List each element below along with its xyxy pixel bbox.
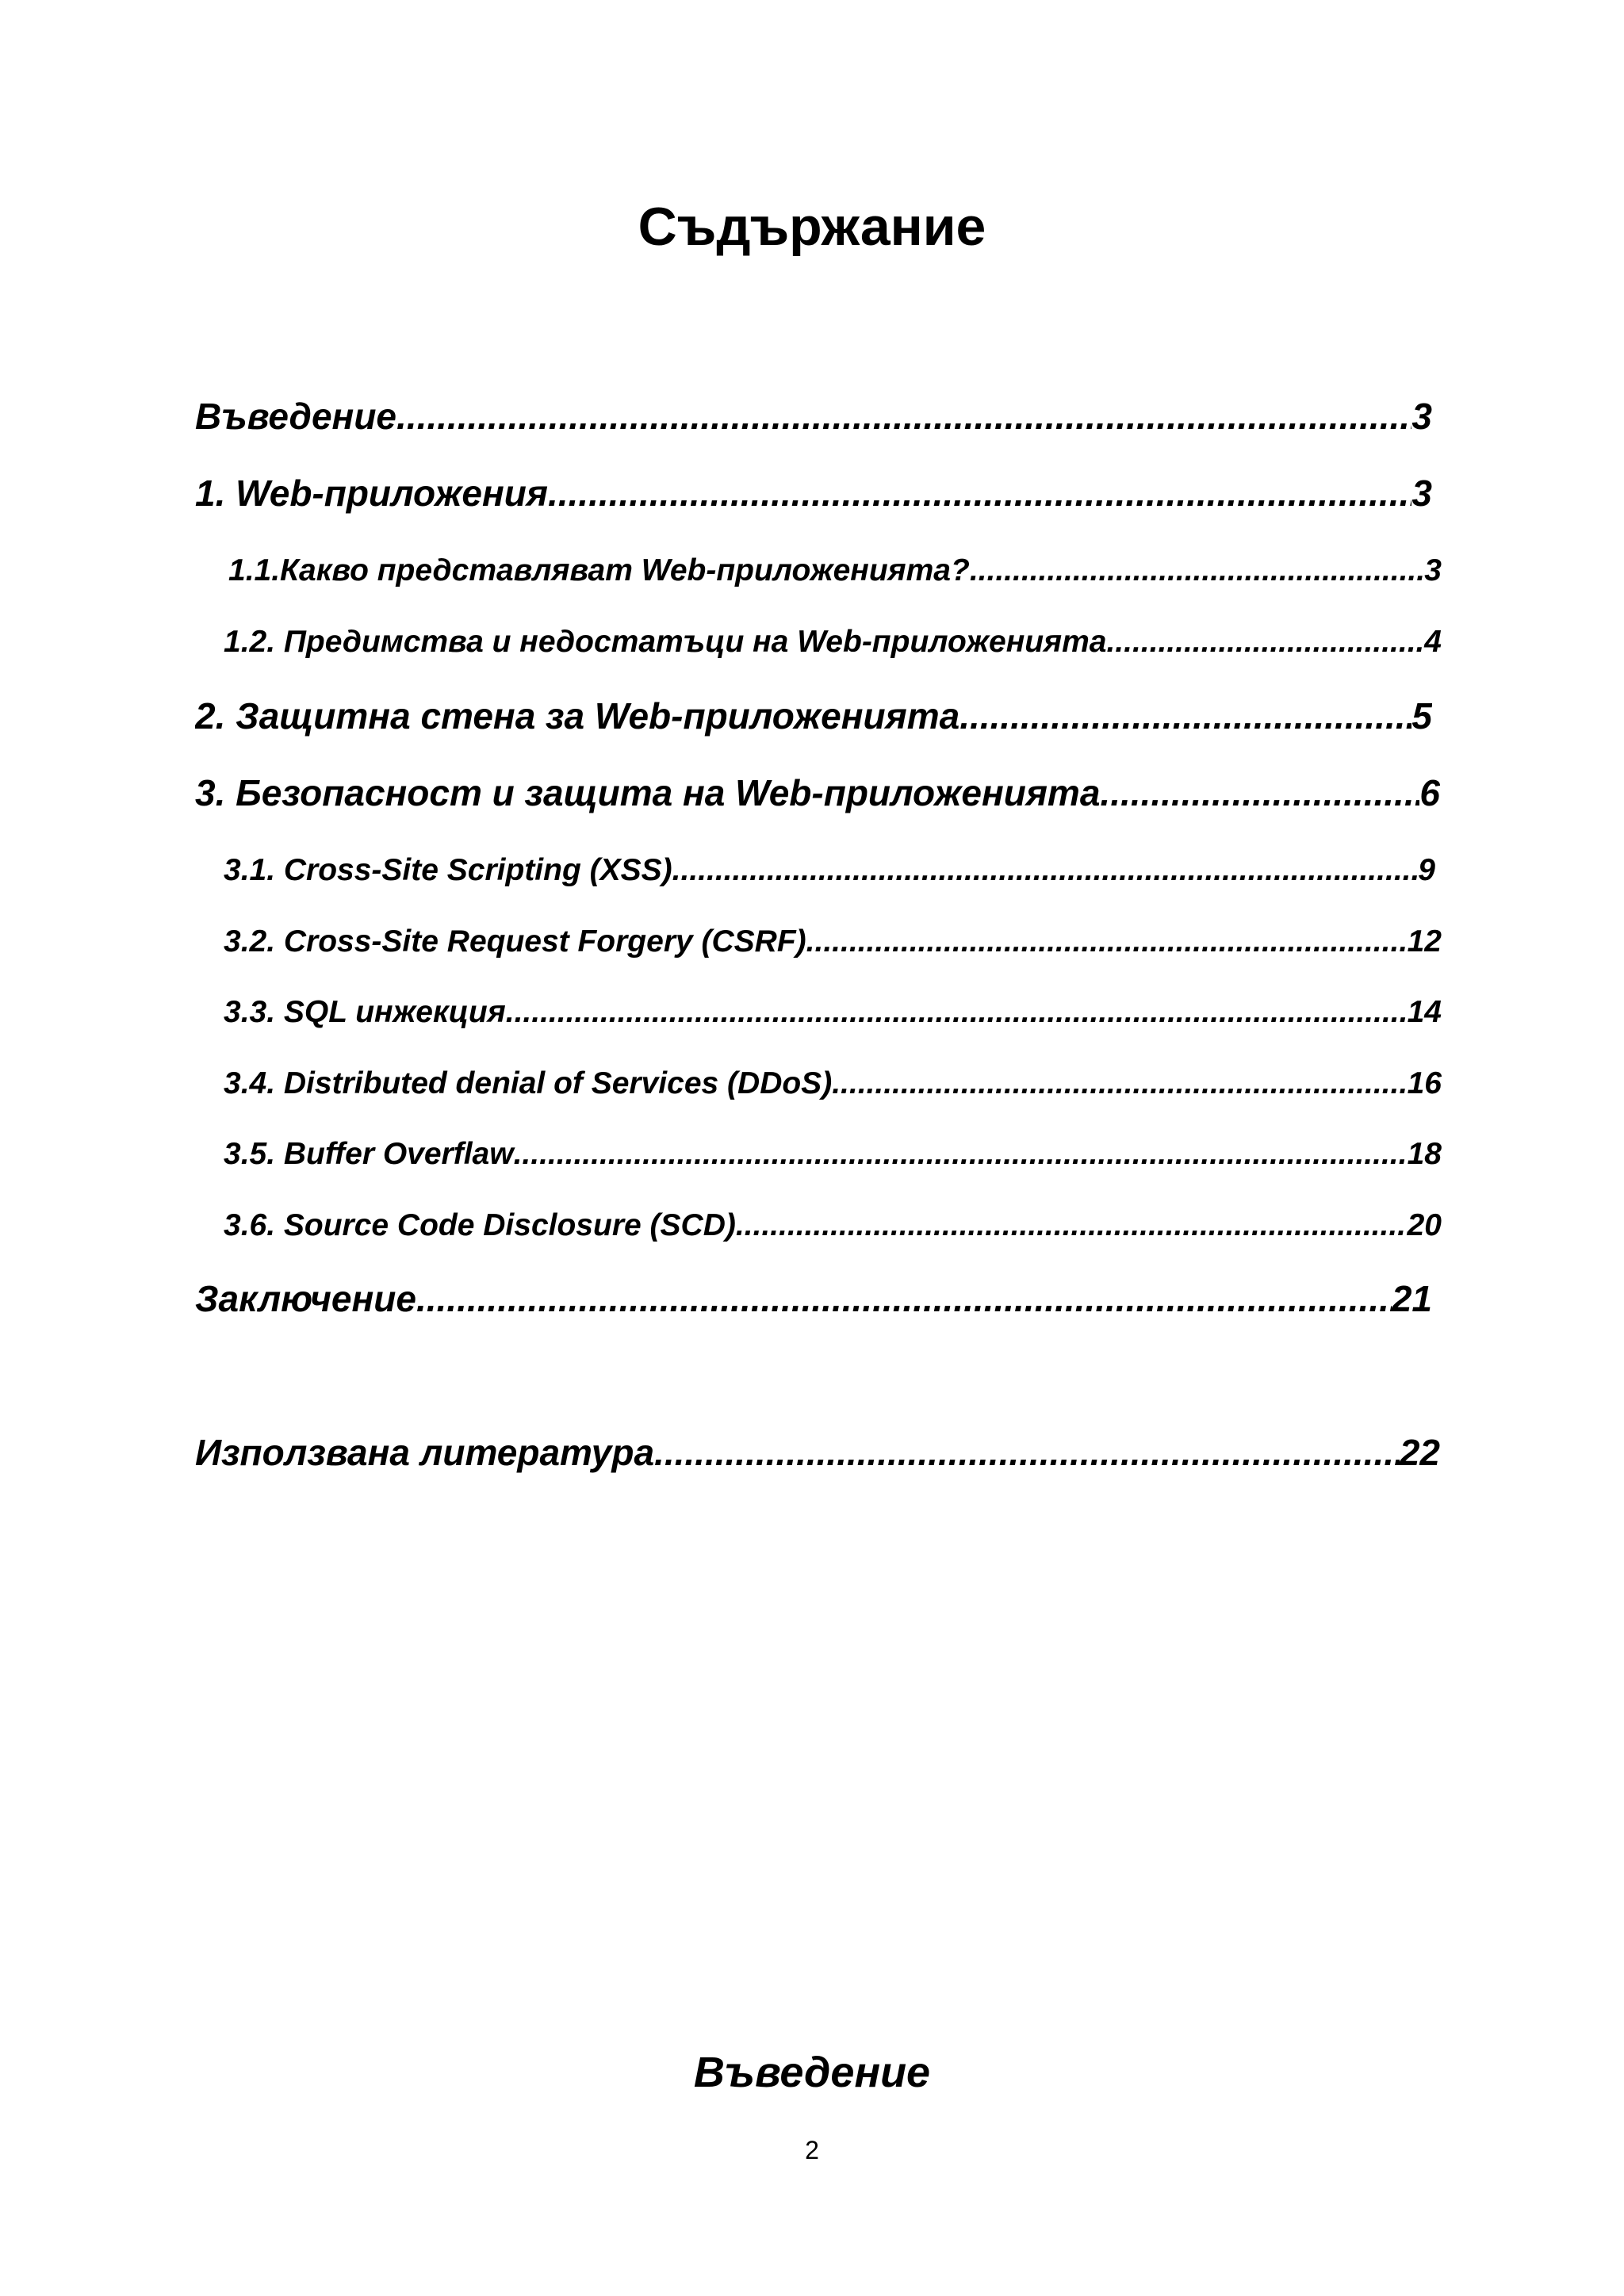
toc-leader-dots	[654, 1429, 1400, 1476]
toc-page-number: 14	[1407, 995, 1442, 1029]
toc-entry-source-code-disclosure[interactable]	[224, 1205, 1442, 1246]
toc-leader-dots	[959, 692, 1411, 740]
toc-entry-label: 1.2. Предимства и недостатъци на Web-приложенията	[224, 625, 1107, 659]
toc-page-number: 21	[1391, 1278, 1432, 1319]
toc-entry-security[interactable]	[195, 769, 1440, 817]
toc-leader-dots	[416, 1275, 1392, 1322]
toc-entry-label: 1. Web-приложения	[195, 473, 548, 514]
toc-page-number: 9	[1418, 853, 1435, 887]
toc-entry-what-are-web-apps[interactable]	[228, 550, 1442, 591]
toc-leader-dots	[806, 921, 1408, 962]
toc-entry-buffer-overflow[interactable]	[224, 1134, 1442, 1175]
toc-page-number: 4	[1424, 625, 1442, 659]
toc-entry-pros-cons[interactable]	[224, 622, 1442, 663]
toc-entry-label: 2. Защитна стена за Web-приложенията	[195, 695, 960, 737]
toc-entry-label: 1.1.Какво представляват Web-приложенията?	[228, 553, 970, 587]
toc-leader-dots	[970, 550, 1424, 591]
toc-entry-csrf[interactable]	[224, 921, 1442, 962]
page-number: 2	[805, 2136, 819, 2164]
toc-entry-label: 3.1. Cross-Site Scripting (XSS)	[224, 853, 672, 887]
toc-leader-dots	[1106, 622, 1424, 663]
toc-page-number: 22	[1399, 1432, 1440, 1473]
toc-entry-xss[interactable]	[224, 850, 1435, 891]
toc-page-number: 3	[1424, 553, 1442, 587]
toc-entry-label: 3.5. Buffer Overflaw	[224, 1137, 514, 1171]
toc-entry-sql-injection[interactable]	[224, 992, 1442, 1033]
toc-leader-dots	[736, 1205, 1408, 1246]
toc-leader-dots	[1100, 769, 1419, 817]
toc-entry-ddos[interactable]	[224, 1063, 1442, 1104]
toc-page-number: 5	[1411, 695, 1432, 737]
toc-entry-label: 3.3. SQL инжекция	[224, 995, 506, 1029]
toc-entry-label: 3.4. Distributed denial of Services (DDoS)	[224, 1066, 833, 1100]
toc-page-number: 6	[1419, 772, 1440, 813]
toc-entry-label: 3.2. Cross-Site Request Forgery (CSRF)	[224, 924, 806, 959]
toc-page-number: 18	[1407, 1137, 1442, 1171]
toc-entry-firewall[interactable]	[195, 692, 1432, 740]
toc-page-number: 20	[1407, 1208, 1442, 1242]
toc-leader-dots	[514, 1134, 1408, 1175]
section-heading: Въведение	[693, 2049, 931, 2096]
toc-leader-dots	[506, 992, 1408, 1033]
page-title: Съдържание	[638, 197, 986, 257]
toc-leader-dots	[396, 392, 1411, 440]
toc-entry-web-applications[interactable]	[195, 469, 1432, 517]
toc-leader-dots	[548, 469, 1411, 517]
toc-page-number: 16	[1407, 1066, 1442, 1100]
toc-entry-references[interactable]	[195, 1429, 1440, 1476]
toc-entry-label: Въведение	[195, 396, 397, 437]
toc-entry-label: 3. Безопасност и защита на Web-приложенията	[195, 772, 1101, 813]
toc-leader-dots	[832, 1063, 1407, 1104]
toc-page-number: 3	[1411, 396, 1432, 437]
toc-page-number: 3	[1411, 473, 1432, 514]
toc-entry-conclusion[interactable]	[195, 1275, 1432, 1322]
toc-entry-label: Използвана литература	[195, 1432, 655, 1473]
toc-leader-dots	[672, 850, 1419, 891]
toc-entry-label: Заключение	[195, 1278, 416, 1319]
toc-entry-introduction[interactable]	[195, 392, 1432, 440]
toc-page-number: 12	[1407, 924, 1442, 959]
toc-entry-label: 3.6. Source Code Disclosure (SCD)	[224, 1208, 736, 1242]
